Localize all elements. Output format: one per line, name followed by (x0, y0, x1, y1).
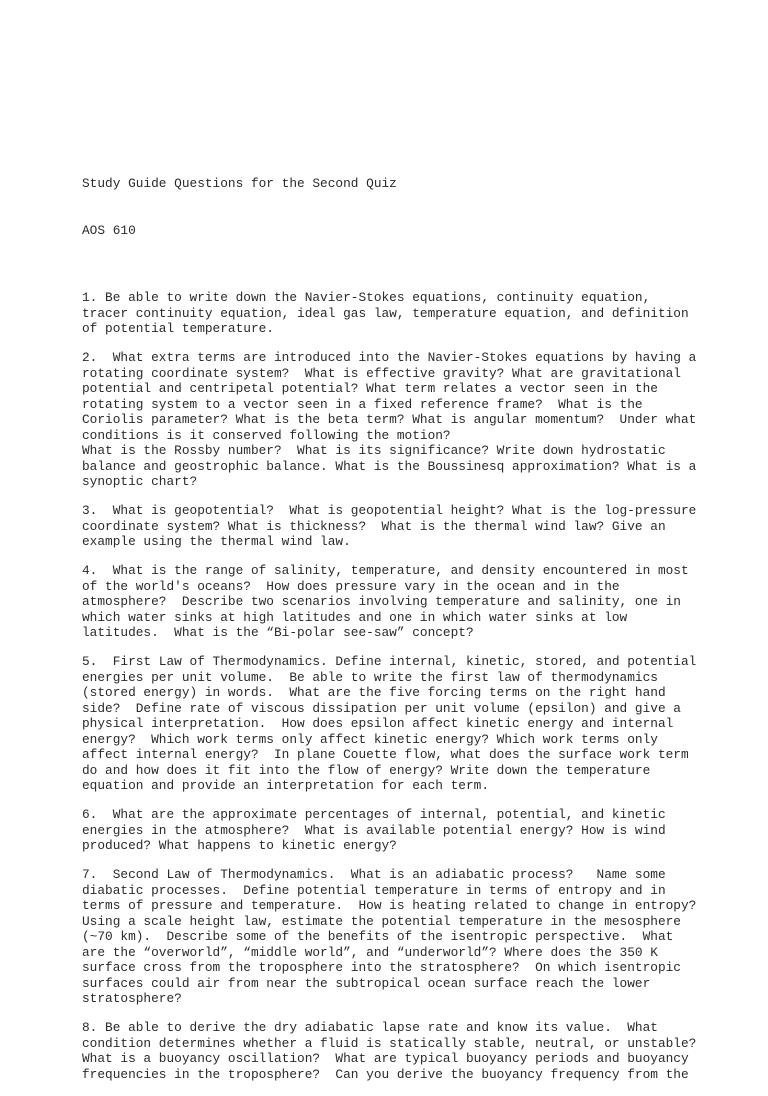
question-text-line: which water sinks at high latitudes and one in which water sinks at low (82, 609, 628, 625)
question-text-line: Coriolis parameter? What is the beta term? What is angular momentum? Under what (82, 412, 697, 427)
question-text-line: energies per unit volume. Be able to write the first law of thermodynamics (82, 669, 658, 685)
question-4 (82, 563, 742, 641)
question-text-line: are the “overworld”, “middle world”, and “underworld”? Where does the 350 K (82, 944, 658, 960)
question-text-line: 2. What extra terms are introduced into the Navier-Stokes equations by having a (82, 350, 697, 365)
question-text-line: tracer continuity equation, ideal gas law, temperature equation, and definition (82, 305, 689, 321)
question-8 (82, 1020, 742, 1082)
question-text-line: terms of pressure and temperature. How is heating related to change in entropy? (82, 898, 697, 913)
question-text-line: rotating coordinate system? What is effective gravity? What are gravitational (82, 365, 681, 381)
question-text-line: stratosphere? (82, 991, 182, 1006)
question-text-line: conditions is it conserved following the motion? (82, 427, 451, 443)
question-text-line: side? Define rate of viscous dissipation per unit volume (epsilon) and give a (82, 700, 681, 716)
question-6 (82, 807, 742, 854)
question-text-line: (~70 km). Describe some of the benefits of the isentropic perspective. What (82, 929, 674, 944)
question-2 (82, 350, 742, 490)
question-text-line: 6. What are the approximate percentages of internal, potential, and kinetic (82, 807, 666, 822)
question-text-line: rotating system to a vector seen in a fixed reference frame? What is the (82, 396, 643, 412)
question-text-line: 4. What is the range of salinity, temperature, and density encountered in most (82, 563, 689, 578)
question-text-line: energy? Which work terms only affect kinetic energy? Which work terms only (82, 731, 658, 747)
question-text-line: 3. What is geopotential? What is geopotential height? What is the log-pressure (82, 503, 697, 518)
question-text-line: affect internal energy? In plane Couette flow, what does the surface work term (82, 747, 689, 762)
question-text-line: energies in the atmosphere? What is available potential energy? How is wind (82, 822, 666, 838)
question-text-line: do and how does it fit into the flow of energy? Write down the temperature (82, 762, 651, 778)
question-3 (82, 503, 742, 550)
question-text-line: synoptic chart? (82, 474, 198, 489)
question-7 (82, 867, 742, 1007)
question-text-line: physical interpretation. How does epsilon affect kinetic energy and internal (82, 716, 674, 731)
question-text-line: (stored energy) in words. What are the five forcing terms on the right hand (82, 685, 666, 700)
question-text-line: atmosphere? Describe two scenarios involving temperature and salinity, one in (82, 594, 681, 609)
question-text-line: potential and centripetal potential? What term relates a vector seen in the (82, 381, 658, 396)
question-text-line: condition determines whether a fluid is statically stable, neutral, or unstable? (82, 1035, 697, 1051)
question-text-line: 1. Be able to write down the Navier-Stokes equations, continuity equation, (82, 290, 651, 305)
question-text-line: surface cross from the troposphere into the stratosphere? On which isentropic (82, 960, 681, 975)
question-text-line: latitudes. What is the “Bi-polar see-saw” concept? (82, 625, 474, 640)
course-code: AOS 610 (82, 222, 136, 238)
question-text-line: balance and geostrophic balance. What is the Boussinesq approximation? What is a (82, 458, 697, 474)
question-text-line: What is the Rossby number? What is its significance? Write down hydrostatic (82, 443, 666, 458)
question-1 (82, 290, 742, 337)
question-text-line: diabatic processes. Define potential temperature in terms of entropy and in (82, 882, 666, 898)
document-header (82, 145, 742, 269)
question-text-line: Using a scale height law, estimate the potential temperature in the mesosphere (82, 913, 681, 929)
question-text-line: surfaces could air from near the subtropical ocean surface reach the lower (82, 975, 651, 991)
question-text-line: of the world's oceans? How does pressure vary in the ocean and in the (82, 578, 620, 594)
question-text-line: 7. Second Law of Thermodynamics. What is an adiabatic process? Name some (82, 867, 666, 882)
question-text-line: equation and provide an interpretation for each term. (82, 778, 490, 793)
document-title: Study Guide Questions for the Second Quiz (82, 176, 397, 191)
question-list (82, 290, 742, 1082)
question-text-line: What is a buoyancy oscillation? What are typical buoyancy periods and buoyancy (82, 1051, 689, 1066)
question-text-line: 5. First Law of Thermodynamics. Define internal, kinetic, stored, and potential (82, 654, 697, 669)
question-5 (82, 654, 742, 794)
question-text-line: produced? What happens to kinetic energy? (82, 838, 397, 853)
document-page (82, 145, 742, 1096)
question-text-line: frequencies in the troposphere? Can you derive the buoyancy frequency from the (82, 1066, 689, 1082)
question-text-line: coordinate system? What is thickness? What is the thermal wind law? Give an (82, 518, 666, 534)
question-text-line: of potential temperature. (82, 321, 274, 336)
question-text-line: example using the thermal wind law. (82, 534, 351, 549)
question-text-line: 8. Be able to derive the dry adiabatic lapse rate and know its value. What (82, 1020, 658, 1035)
